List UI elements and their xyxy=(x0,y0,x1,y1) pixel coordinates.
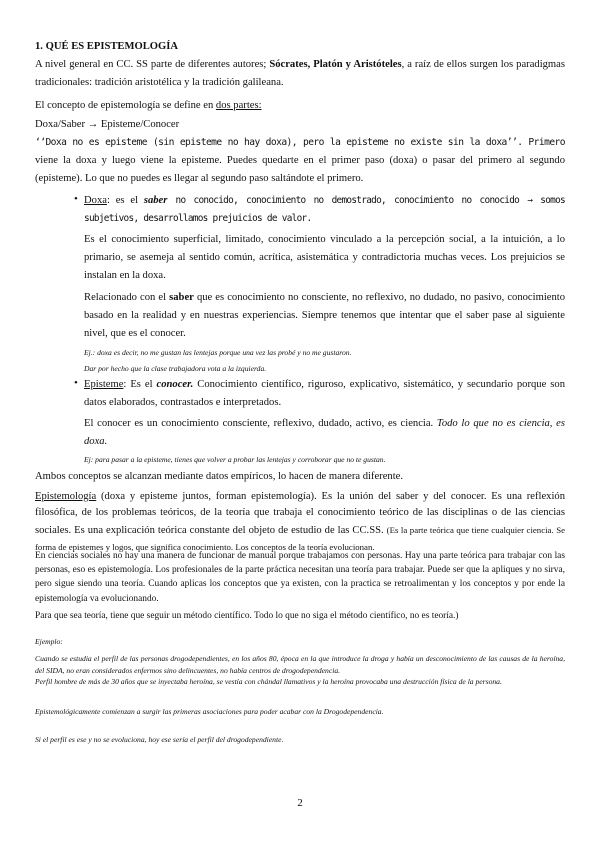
doxa-example-1: Ej.: doxa es decir, no me gustan las lentejas porque una vez las probé y no me gustaron. xyxy=(84,348,352,357)
doxa-p3-b: que es conocimiento no consciente, no reflexivo, no dudado, no pasivo, conocimiento basado en la realidad y en nuestras experiencias. Siempre tenemos que intentar que el saber pase al siguiente nivel, que es el conocer. xyxy=(84,292,566,339)
conocer-term: conocer. xyxy=(156,379,194,390)
authors-bold: Sócrates, Platón y Aristóteles xyxy=(269,59,402,70)
quote-paragraph xyxy=(35,134,565,188)
saber-term-2: saber xyxy=(169,292,194,303)
epistemology-aside: (Es la parte teórica que tiene cualquier ciencia. Se forma de epistemes y logos, que significa conocimiento. Los conceptos de la teoría evolucionan. xyxy=(35,524,565,553)
section-heading: 1. QUÉ ES EPISTEMOLOGÍA xyxy=(35,41,179,52)
example-label: Ejemplo: xyxy=(35,637,63,646)
episteme-p2-italic: Todo lo que no es ciencia, es doxa. xyxy=(84,418,565,447)
episteme-text-b: Conocimiento científico, riguroso, explicativo, sistemático, y secundario porque son datos elaborados, contrastados e interpretados. xyxy=(84,379,565,408)
doxa-text-a: : es el xyxy=(106,195,144,206)
epistemology-paragraph xyxy=(35,489,565,557)
doxa-paragraph-2: Es el conocimiento superficial, limitado, conocimiento vinculado a la percepción social, a la intuición, a lo primario, se asemeja al sentido común, acrítica, asistemática y contradictoria muchas veces. Los prejuicios se instalan en la doxa. xyxy=(84,234,565,281)
episteme-text-a: : Es el xyxy=(123,379,157,390)
doxa-bullet: • xyxy=(74,193,78,205)
epistemology-term: Epistemología xyxy=(35,491,97,502)
both-concepts-paragraph: Ambos conceptos se alcanzan mediante datos empíricos, lo hacen de manera diferente. xyxy=(35,471,403,482)
doxa-example-2: Dar por hecho que la clase trabajadora vota a la izquierda. xyxy=(84,364,267,373)
intro-paragraph xyxy=(35,56,565,92)
definition-text: El concepto de epistemología se define en xyxy=(35,100,216,111)
example-line-1: Cuando se estudia el perfil de las personas drogodependientes, en los años 80, época en la que introduce la droga y había un desconocimiento de las causas de la heroína, del SIDA, no eran considerados enfermos sino delincuentes, no había centros de drogodependencia. xyxy=(35,654,565,675)
episteme-term: Episteme xyxy=(84,379,124,390)
saber-term: saber xyxy=(143,195,168,206)
two-parts-underlined: dos partes: xyxy=(215,100,262,111)
example-line-2: Perfil hombre de más de 30 años que se inyectaba heroína, se vestía con chándal llamativos y la heroína provocaba una destrucción física de la persona. xyxy=(35,677,502,686)
doxa-term: Doxa xyxy=(84,195,107,206)
quote-followup: viene la doxa y luego viene la episteme. Puedes quedarte en el primer paso (doxa) o pasar del primero al segundo (episteme). Lo que no puedes es llegar al segundo paso saltándote el primero. xyxy=(35,155,565,184)
example-line-3: Epistemológicamente comienzan a surgir las primeras asociaciones para poder acabar con la Drogodependencia. xyxy=(35,707,384,716)
page-number: 2 xyxy=(297,797,303,809)
doxa-paragraph xyxy=(84,192,565,228)
episteme-p2-a: El conocer es un conocimiento consciente, reflexivo, dudado, activo, es ciencia. xyxy=(84,418,437,429)
episteme-paragraph-2 xyxy=(84,415,565,451)
quote-text: ‘‘Doxa no es episteme (sin episteme no hay doxa), pero la episteme no existe sin la doxa’’. Primero xyxy=(35,137,565,148)
definition-paragraph xyxy=(35,97,565,115)
doxa-episteme-line: Doxa/Saber → Episteme/Conocer xyxy=(35,119,180,130)
doxa-text-b: no conocido, conocimiento no demostrado, conocimiento no conocido → somos subjetivos, desarrollamos prejuicios de valor. xyxy=(84,195,566,224)
doxa-p3-a: Relacionado con el xyxy=(84,292,170,303)
social-sciences-paragraph: En ciencias sociales no hay una manera de funcionar de manual porque trabajamos con personas. Hay una parte teórica para trabajar con las personas, eso es epistemología. Los profesionales de la parte práctica necesitan una teoría para trabajar. Puede ser que la apliques y no sirva, pero sigue siendo una teoría. Cuando aplicas los conceptos que ya existen, con la practica se retroalimentan y los conceptos y por ende la epistemología va evolucionando. xyxy=(35,551,565,604)
episteme-paragraph xyxy=(84,376,565,412)
example-line-4: Si el perfil es ese y no se evoluciona, hoy ese sería el perfil del drogodependiente. xyxy=(35,735,284,744)
doxa-paragraph-3 xyxy=(84,289,565,343)
intro-text-b: , a raíz de ellos surgen los paradigmas tradicionales: tradición aristotélica y la tradición galileana. xyxy=(35,59,565,88)
intro-text-a: A nivel general en CC. SS parte de diferentes autores; xyxy=(35,59,270,70)
episteme-example: Ej: para pasar a la episteme, tienes que volver a probar las lentejas y corroborar que no te gustan. xyxy=(84,455,386,464)
scientific-method-paragraph: Para que sea teoría, tiene que seguir un método científico. Todo lo que no siga el método científico, no es teoría.) xyxy=(35,611,459,621)
epistemology-text: (doxa y episteme juntos, forman epistemología). Es la unión del saber y del conocer. Es una reflexión filosófica, de los problemas teóricos, de la teoría que trabaja el conocimiento teórico de las disciplinas o de las ciencias sociales. Es una explicación teórica constante del objeto de estudio de las CC.SS. xyxy=(35,491,565,536)
episteme-bullet: • xyxy=(74,377,78,389)
